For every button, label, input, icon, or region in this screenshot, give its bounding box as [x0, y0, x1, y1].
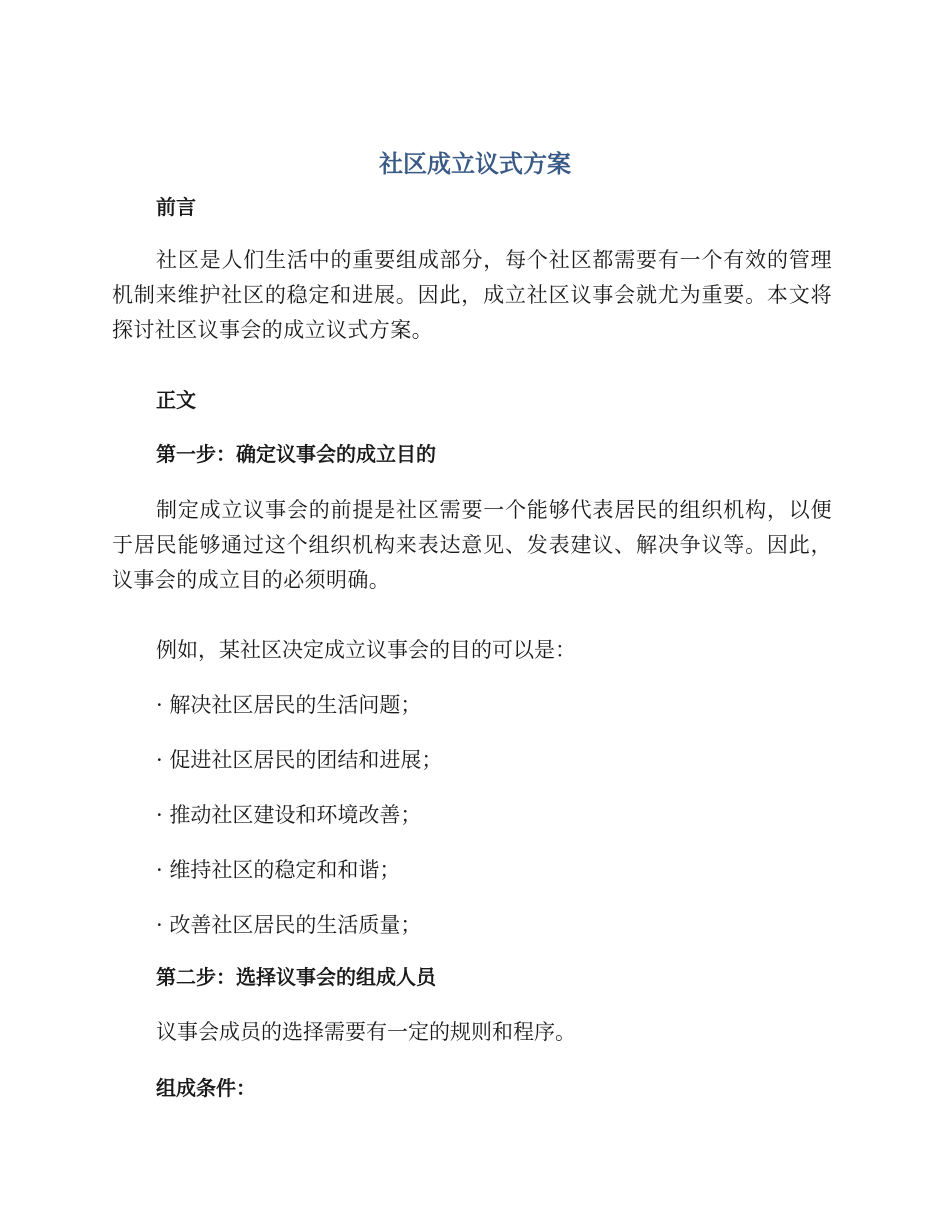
document-title: 社区成立议式方案 — [379, 150, 571, 178]
bullet-item: · 推动社区建设和环境改善； — [156, 803, 422, 827]
conditions-heading: 组成条件： — [156, 1076, 256, 1100]
step2-paragraph: 议事会成员的选择需要有一定的规则和程序。 — [156, 1020, 576, 1044]
bullet-item: · 促进社区居民的团结和进展； — [156, 748, 443, 772]
section-heading-preface: 前言 — [156, 195, 196, 219]
bullet-item: · 解决社区居民的生活问题； — [156, 693, 422, 717]
bullet-item: · 改善社区居民的生活质量； — [156, 913, 422, 937]
step1-paragraph: 制定成立议事会的前提是社区需要一个能够代表居民的组织机构，以便于居民能够通过这个组织机构来表达意见、发表建议、解决争议等。因此，议事会的成立目的必须明确。 — [112, 498, 832, 592]
bullet-item: · 维持社区的稳定和和谐； — [156, 858, 401, 882]
step1-heading: 第一步：确定议事会的成立目的 — [156, 442, 436, 466]
step2-heading: 第二步：选择议事会的组成人员 — [156, 965, 436, 989]
section-heading-body: 正文 — [156, 388, 196, 412]
preface-paragraph: 社区是人们生活中的重要组成部分，每个社区都需要有一个有效的管理机制来维护社区的稳定和进展。因此，成立社区议事会就尤为重要。本文将探讨社区议事会的成立议式方案。 — [112, 248, 832, 342]
example-paragraph: 例如，某社区决定成立议事会的目的可以是： — [156, 638, 576, 662]
